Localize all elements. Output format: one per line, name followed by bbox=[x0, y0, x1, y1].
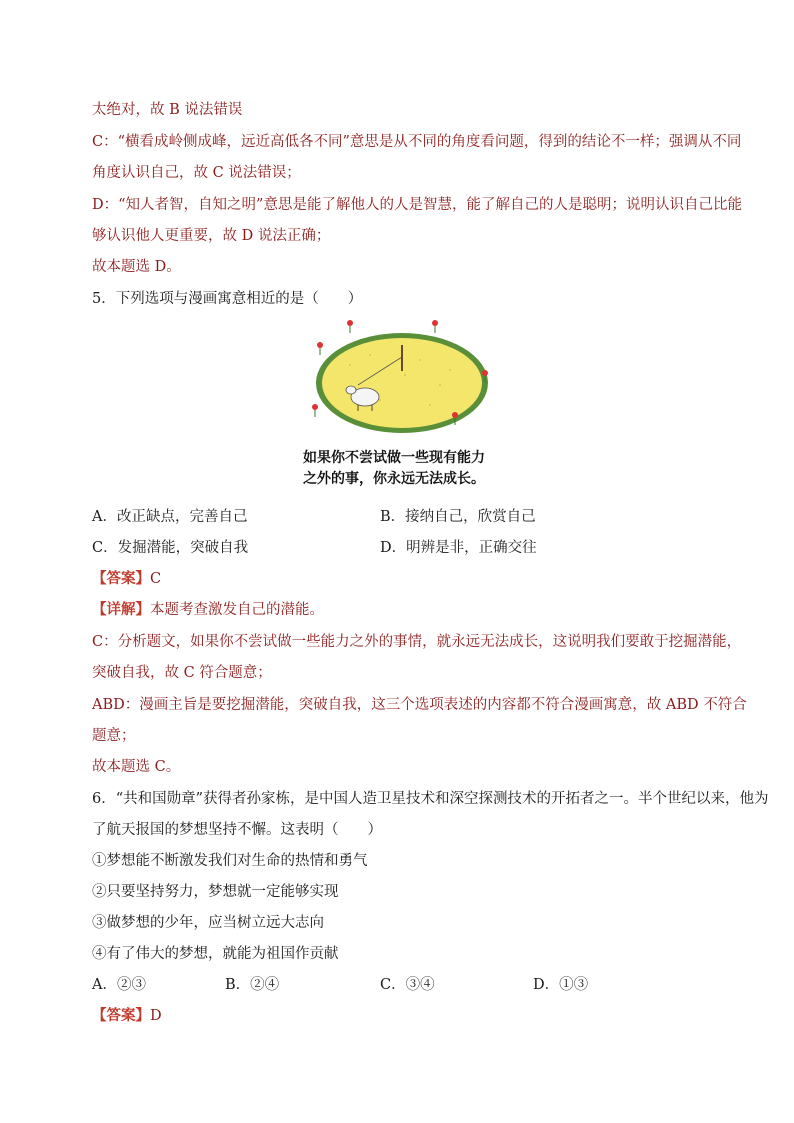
q4-d-explanation-line1: D：“知人者智，自知之明”意思是能了解他人的人是智慧，能了解自己的人是聪明；说明认识自己比能 bbox=[92, 197, 742, 213]
q5-option-d: D．明辨是非，正确交往 bbox=[380, 540, 537, 556]
q5-option-c: C．发掘潜能，突破自我 bbox=[92, 540, 249, 556]
q5-c-explanation-line2: 突破自我，故 C 符合题意； bbox=[92, 665, 272, 681]
q6-option-c: C．③④ bbox=[380, 977, 435, 993]
cartoon-sheep-in-field bbox=[310, 315, 500, 440]
q5-option-b: B．接纳自己，欣赏自己 bbox=[380, 509, 536, 525]
q6-answer bbox=[92, 1006, 162, 1026]
q6-option-d: D．①③ bbox=[533, 977, 589, 993]
q5-detail bbox=[92, 600, 324, 620]
q4-final-answer: 故本题选 D。 bbox=[92, 259, 181, 275]
q5-abd-explanation-line1: ABD：漫画主旨是要挖掘潜能，突破自我，这三个选项表述的内容都不符合漫画寓意，故 ABD 不符合 bbox=[92, 697, 747, 713]
q5-option-a: A．改正缺点，完善自己 bbox=[92, 509, 248, 525]
q6-stem-line1: 6．“共和国勋章”获得者孙家栋，是中国人造卫星技术和深空探测技术的开拓者之一。半个世纪以来，他为 bbox=[92, 791, 769, 807]
answer-value: C bbox=[150, 571, 162, 587]
q5-answer bbox=[92, 569, 161, 589]
q6-item-2: ②只要坚持努力，梦想就一定能够实现 bbox=[92, 884, 339, 900]
detail-text: 本题考查激发自己的潜能。 bbox=[150, 602, 324, 618]
q5-stem: 5．下列选项与漫画寓意相近的是（ ） bbox=[92, 291, 363, 307]
cartoon-caption-line1: 如果你不尝试做一些现有能力 bbox=[303, 450, 485, 466]
answer-label: 【答案】 bbox=[92, 570, 150, 587]
answer-label: 【答案】 bbox=[92, 1007, 150, 1024]
q6-option-a: A．②③ bbox=[92, 977, 146, 993]
q6-item-4: ④有了伟大的梦想，就能为祖国作贡献 bbox=[92, 946, 339, 962]
q5-c-explanation-line1: C：分析题文，如果你不尝试做一些能力之外的事情，就永远无法成长，这说明我们要敢于挖掘潜能， bbox=[92, 634, 742, 650]
q6-item-3: ③做梦想的少年，应当树立远大志向 bbox=[92, 915, 324, 931]
cartoon-caption-line2: 之外的事，你永远无法成长。 bbox=[303, 471, 485, 487]
q4-d-explanation-line2: 够认识他人更重要，故 D 说法正确； bbox=[92, 228, 331, 244]
q5-final-answer: 故本题选 C。 bbox=[92, 759, 181, 775]
q5-abd-explanation-line2: 题意； bbox=[92, 728, 136, 744]
q4-c-explanation-line1: C：“横看成岭侧成峰，远近高低各不同”意思是从不同的角度看问题，得到的结论不一样；强调从不同 bbox=[92, 134, 742, 150]
q6-item-1: ①梦想能不断激发我们对生命的热情和勇气 bbox=[92, 853, 368, 869]
answer-value: D bbox=[150, 1008, 162, 1024]
q6-option-b: B．②④ bbox=[225, 977, 280, 993]
q4-c-explanation-line2: 角度认识自己，故 C 说法错误； bbox=[92, 165, 301, 181]
q4-b-conclusion: 太绝对，故 B 说法错误 bbox=[92, 102, 243, 118]
q6-stem-line2: 了航天报国的梦想坚持不懈。这表明（ ） bbox=[92, 822, 382, 838]
detail-label: 【详解】 bbox=[92, 601, 150, 618]
